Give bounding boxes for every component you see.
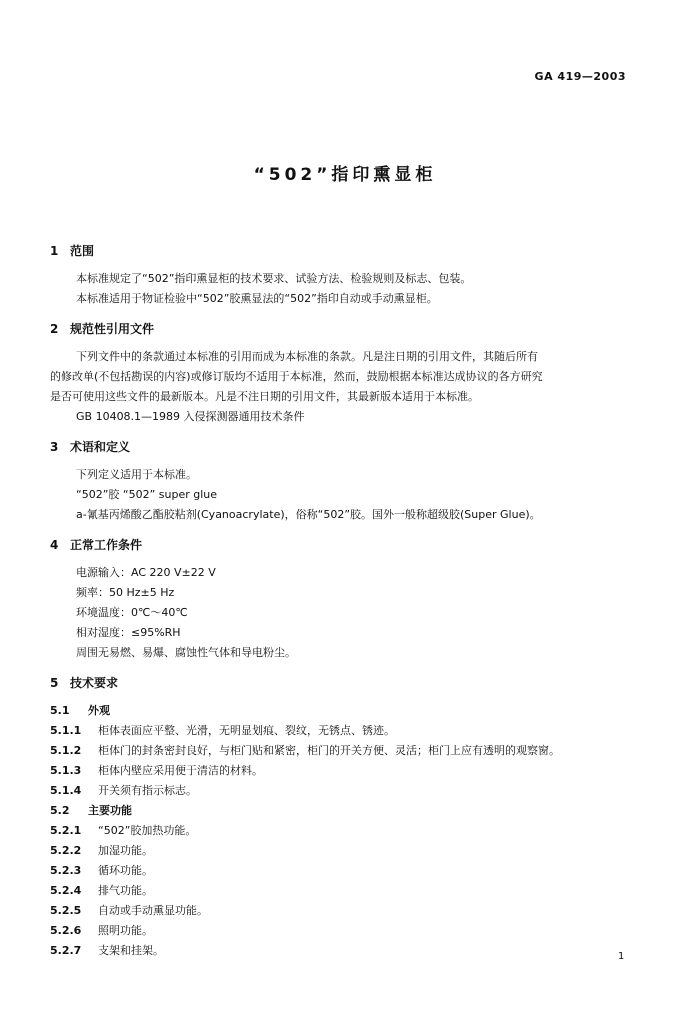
clause-item bbox=[50, 862, 153, 878]
clause-text: 照明功能。 bbox=[98, 924, 153, 937]
clause-number: 5.1.3 bbox=[50, 764, 82, 777]
clause-text: “502”胶加热功能。 bbox=[98, 824, 197, 837]
clause-number: 5.2.4 bbox=[50, 884, 82, 897]
subsection-number: 5.1 bbox=[50, 704, 70, 717]
clause-item bbox=[50, 762, 263, 778]
clause-item bbox=[50, 922, 153, 938]
clause-number: 5.2.1 bbox=[50, 824, 82, 837]
clause-item bbox=[50, 902, 208, 918]
clause-number: 5.1.2 bbox=[50, 744, 82, 757]
section-2-heading bbox=[50, 320, 154, 337]
clause-text: 柜体门的封条密封良好，与柜门贴和紧密，柜门的开关方便、灵活；柜门上应有透明的观察窗。 bbox=[98, 744, 560, 757]
clause-number: 5.1.1 bbox=[50, 724, 82, 737]
paragraph: 下列定义适用于本标准。 bbox=[76, 468, 197, 481]
section-title: 技术要求 bbox=[70, 676, 119, 690]
section-title: 规范性引用文件 bbox=[70, 322, 155, 336]
condition-item: 频率：50 Hz±5 Hz bbox=[76, 586, 175, 599]
clause-item bbox=[50, 742, 560, 758]
standard-number: GA 419—2003 bbox=[534, 70, 626, 83]
section-4-heading bbox=[50, 536, 142, 553]
clause-number: 5.1.4 bbox=[50, 784, 82, 797]
clause-item bbox=[50, 822, 196, 838]
section-title: 正常工作条件 bbox=[70, 538, 143, 552]
clause-text: 循环功能。 bbox=[98, 864, 153, 877]
subsection-5-1-heading bbox=[50, 702, 110, 718]
subsection-title: 主要功能 bbox=[88, 804, 132, 817]
clause-number: 5.2.7 bbox=[50, 944, 82, 957]
section-number: 2 bbox=[50, 322, 59, 336]
clause-text: 柜体内壁应采用便于清洁的材料。 bbox=[98, 764, 263, 777]
section-title: 范围 bbox=[70, 244, 95, 258]
section-number: 3 bbox=[50, 440, 59, 454]
clause-text: 柜体表面应平整、光滑，无明显划痕、裂纹，无锈点、锈迹。 bbox=[98, 724, 395, 737]
section-1-heading bbox=[50, 242, 94, 259]
condition-item: 相对湿度：≤95%RH bbox=[76, 626, 181, 639]
clause-item bbox=[50, 882, 153, 898]
paragraph: 本标准适用于物证检验中“502”胶熏显法的“502”指印自动或手动熏显柜。 bbox=[76, 292, 438, 305]
section-number: 5 bbox=[50, 676, 59, 690]
condition-item: 电源输入：AC 220 V±22 V bbox=[76, 566, 216, 579]
paragraph-line: 是否可使用这些文件的最新版本。凡是不注日期的引用文件，其最新版本适用于本标准。 bbox=[50, 390, 479, 403]
subsection-title: 外观 bbox=[88, 704, 110, 717]
clause-text: 自动或手动熏显功能。 bbox=[98, 904, 208, 917]
clause-number: 5.2.2 bbox=[50, 844, 82, 857]
document-title: “502”指印熏显柜 bbox=[253, 165, 437, 185]
clause-number: 5.2.6 bbox=[50, 924, 82, 937]
section-3-heading bbox=[50, 438, 130, 455]
clause-item bbox=[50, 842, 153, 858]
clause-text: 排气功能。 bbox=[98, 884, 153, 897]
clause-item bbox=[50, 782, 197, 798]
normative-reference: GB 10408.1—1989 入侵探测器通用技术条件 bbox=[76, 410, 305, 423]
clause-text: 加湿功能。 bbox=[98, 844, 153, 857]
clause-number: 5.2.3 bbox=[50, 864, 82, 877]
term-definition: a-氰基丙烯酸乙酯胶粘剂(Cyanoacrylate)，俗称“502”胶。国外一般称超级胶(Super Glue)。 bbox=[76, 508, 541, 521]
paragraph: 本标准规定了“502”指印熏显柜的技术要求、试验方法、检验规则及标志、包装。 bbox=[76, 272, 472, 285]
clause-text: 开关须有指示标志。 bbox=[98, 784, 197, 797]
clause-item bbox=[50, 722, 395, 738]
section-number: 1 bbox=[50, 244, 59, 258]
section-title: 术语和定义 bbox=[70, 440, 131, 454]
subsection-number: 5.2 bbox=[50, 804, 70, 817]
paragraph-line: 下列文件中的条款通过本标准的引用而成为本标准的条款。凡是注日期的引用文件，其随后所有 bbox=[76, 350, 538, 363]
section-5-heading bbox=[50, 674, 118, 691]
page-number: 1 bbox=[618, 951, 625, 962]
clause-number: 5.2.5 bbox=[50, 904, 82, 917]
condition-item: 环境温度：0℃～40℃ bbox=[76, 606, 188, 619]
section-number: 4 bbox=[50, 538, 59, 552]
clause-item bbox=[50, 942, 164, 958]
clause-text: 支架和挂架。 bbox=[98, 944, 164, 957]
term: “502”胶 “502” super glue bbox=[76, 488, 218, 501]
condition-item: 周围无易燃、易爆、腐蚀性气体和导电粉尘。 bbox=[76, 646, 296, 659]
subsection-5-2-heading bbox=[50, 802, 132, 818]
paragraph-line: 的修改单(不包括勘误的内容)或修订版均不适用于本标准，然而，鼓励根据本标准达成协议的各方研究 bbox=[50, 370, 543, 383]
